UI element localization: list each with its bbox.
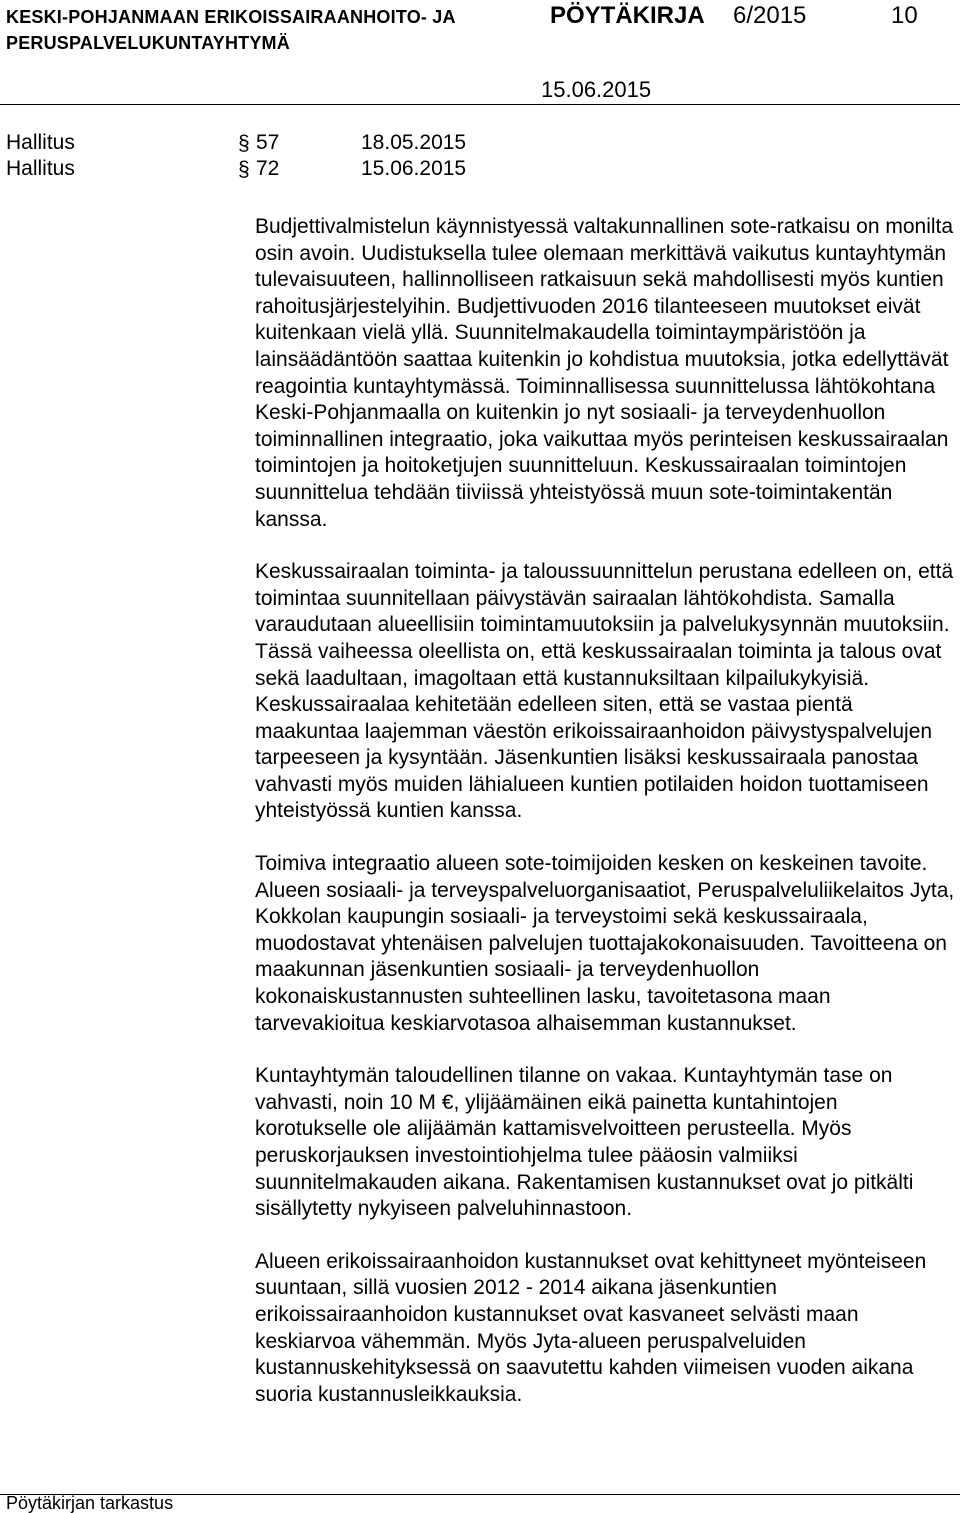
document-type: PÖYTÄKIRJA: [550, 2, 705, 29]
svg-text:§: §: [238, 132, 250, 154]
history-body: Hallitus: [6, 131, 75, 154]
body-paragraph: Kuntayhtymän taloudellinen tilanne on vakaa. Kuntayhtymän tase on vahvasti, noin 10 M €, ylijäämäinen eikä painetta kuntahintojen korotukselle ole alijäämän kattamisvelvoitteen perusteella. Myös peruskorjauksen investointiohjelma tulee pääosin valmiiksi suunnitelmakauden aikana. Rakentamisen kustannukset ovat jo pitkälti sisällytetty nykyiseen palveluhinnastoon.: [255, 1064, 914, 1221]
history-section: 57: [256, 131, 280, 154]
section-mark-icon: [238, 132, 250, 154]
meeting-date: 15.06.2015: [541, 77, 652, 102]
organization-name-line-1: KESKI-POHJANMAAN ERIKOISSAIRAANHOITO- JA: [6, 7, 456, 27]
history-row: [6, 156, 706, 182]
history-row: [6, 130, 706, 156]
section-mark-icon: [238, 158, 250, 180]
body-paragraph: Toimiva integraatio alueen sote-toimijoiden kesken on keskeinen tavoite. Alueen sosiaali- ja terveyspalveluorganisaatiot, Peruspalveluliikelaitos Jyta, Kokkolan kaupungin sosiaali- ja terveystoimi sekä keskussairaala, muodostavat yhtenäisen palvelujen tuottajakokonaisuuden. Tavoitteena on maakunnan jäsenkuntien sosiaali- ja terveydenhuollon kokonaiskustannusten suhteellinen lasku, tavoitetasona maan tarvevakioitua keskiarvotasoa alhaisemman kustannukset.: [255, 852, 955, 1035]
body-paragraph: Keskussairaalan toiminta- ja taloussuunnittelun perustana edelleen on, että toimintaa suunnitellaan päivystävän sairaalan lähtökohdista. Samalla varaudutaan alueellisiin toimintamuutoksiin ja palvelukysynnän muutoksiin. Tässä vaiheessa oleellista on, että keskussairaalan toiminta ja talous ovat sekä laadultaan, imagoltaan että kustannuksiltaan kilpailukykyisiä. Keskussairaalaa kehitetään edelleen siten, että se vastaa pientä maakuntaa laajemman väestön erikoissairaanhoidon päivystyspalvelujen tarpeeseen ja kysyntään. Jäsenkuntien lisäksi keskussairaala panostaa vahvasti myös muiden lähialueen kuntien potilaiden hoidon tuottamiseen yhteistyössä kuntien kanssa.: [255, 560, 954, 823]
history-body: Hallitus: [6, 157, 75, 180]
body-paragraph: Alueen erikoissairaanhoidon kustannukset ovat kehittyneet myönteiseen suuntaan, sillä vuosien 2012 - 2014 aikana jäsenkuntien erikoissairaanhoidon kustannukset ovat kasvaneet selvästi maan keskiarvoa vähemmän. Myös Jyta-alueen peruspalveluiden kustannuskehityksessä on saavutettu kahden viimeisen vuoden aikana suoria kustannusleikkauksia.: [255, 1249, 927, 1406]
page-header: [0, 0, 960, 54]
minutes-review-label: Pöytäkirjan tarkastus: [6, 1493, 174, 1513]
organization-name: [6, 4, 456, 56]
organization-name-line-2: PERUSPALVELUKUNTAYHTYMÄ: [6, 33, 290, 53]
page-number: 10: [891, 2, 918, 29]
history-date: 18.05.2015: [361, 131, 467, 154]
document-body: [255, 214, 955, 1434]
handling-history: [6, 130, 706, 182]
history-date: 15.06.2015: [361, 157, 467, 180]
document-number: 6/2015: [733, 2, 807, 29]
history-section: 72: [256, 157, 280, 180]
header-divider: [0, 104, 960, 105]
svg-text:§: §: [238, 158, 250, 180]
body-paragraph: Budjettivalmistelun käynnistyessä valtakunnallinen sote-ratkaisu on monilta osin avoin. Uudistuksella tulee olemaan merkittävä vaikutus kuntayhtymän tulevaisuuteen, hallinnolliseen ratkaisuun sekä mahdollisesti myös kuntien rahoitusjärjestelyihin. Budjettivuoden 2016 tilanteeseen muutokset eivät kuitenkaan vielä yllä. Suunnitelmakaudella toimintaympäristöön ja lainsäädäntöön saattaa kuitenkin jo kohdistua muutoksia, jotka edellyttävät reagointia kuntayhtymässä. Toiminnallisessa suunnittelussa lähtökohtana Keski-Pohjanmaalla on kuitenkin jo nyt sosiaali- ja terveydenhuollon toiminnallinen integraatio, joka vaikuttaa myös perinteisen keskussairaalan toimintojen ja hoitoketjujen suunnitteluun. Keskussairaalan toimintojen suunnittelua tehdään tiiviissä yhteistyössä muun sote-toimintakentän kanssa.: [255, 215, 954, 531]
